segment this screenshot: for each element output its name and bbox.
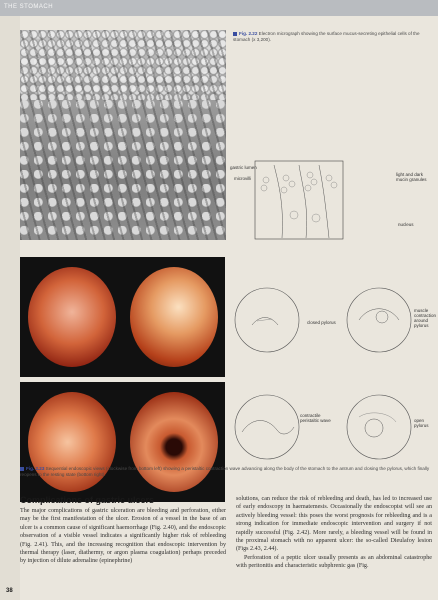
endoscopic-view-bottom-left: [20, 382, 123, 502]
diagram-open-pylorus: [344, 392, 414, 462]
paragraph-perforation: Perforation of a peptic ulcer usually presents as an abdominal catastrophe with peritonitis and characteristic subphrenic gas (Fig.: [236, 554, 432, 570]
body-column-left: [20, 507, 226, 566]
electron-micrograph-image: [20, 30, 226, 240]
label-mucin-granules: light and dark mucin granules: [396, 172, 427, 182]
micrograph-line-drawing: [254, 160, 344, 240]
endoscopic-view-top-left: [20, 257, 123, 377]
fig-2-22-caption-text: Electron micrograph showing the surface mucus-secreting epithelial cells of the stomach (x 3,200).: [233, 31, 420, 42]
fig-2-23-caption-text: Sequential endoscopic views (clockwise from bottom left) showing a peristaltic contraction wave advancing along the body of the stomach to the antrum and closing the pylorus, which finally reopens to the resting state (bottom right).: [20, 466, 430, 477]
body-column-right: [236, 495, 432, 571]
section-heading: Complications of gastric ulcers: [20, 495, 155, 505]
page-number: 38: [6, 588, 13, 594]
header-bar: [0, 0, 438, 16]
figure-marker-icon: [20, 467, 24, 471]
label-muscle-contraction: muscle contraction around pylorus: [414, 308, 437, 328]
fig-2-22-caption: [233, 31, 428, 43]
endoscopic-view-top-right: [122, 257, 225, 377]
label-contractile-wave: contractile peristaltic wave: [300, 413, 331, 423]
label-nucleus: nucleus: [398, 222, 414, 227]
running-head: THE STOMACH: [4, 4, 54, 10]
diagram-closed-pylorus: [232, 285, 302, 355]
fig-2-22-label: Fig. 2.22: [239, 31, 258, 36]
label-closed-pylorus: closed pylorus: [307, 320, 336, 325]
fig-2-23-caption: [20, 466, 432, 478]
endoscopic-view-bottom-right: [122, 382, 225, 502]
figure-marker-icon: [233, 32, 237, 36]
paragraph-endoscopy: solutions, can reduce the risk of rebleeding and death, has led to increased use of early endoscopy in haematemesis. Occasionally the endoscopist will see an actively bleeding vessel: this poses the worst prognosis for rebleeding and is a strong indication for immediate endoscopic intervention and surgery if not rapidly successful (Fig. 2.42). More rarely, a bleeding vessel will be found in the proximal stomach with no apparent ulcer: the so-called Dieulafoy lesion (Figs 2.43, 2.44).: [236, 496, 432, 553]
diagram-muscle-contraction: [344, 285, 414, 355]
label-microvilli: microvilli: [234, 176, 252, 181]
label-open-pylorus: open pylorus: [414, 418, 429, 428]
paragraph-complications: The major complications of gastric ulceration are bleeding and perforation, either may be the first manifestation of the ulcer. Erosion of a vessel in the base of an ulcer is a common cause of significant haemorrhage (Fig. 2.40), and the endoscopic observation of a visible vessel indicates a significantly higher risk of rebleeding (Fig. 2.41). This, and the increasing recognition that endoscopic intervention by thermal therapy (laser, diathermy, or argon plasma coagulation) perhaps preceded by injection of dilute adrenaline (epinephrine): [20, 508, 226, 565]
page-margin: [0, 16, 20, 600]
fig-2-23-label: Fig. 2.23: [26, 466, 45, 471]
label-gastric-lumen: gastric lumen: [230, 165, 257, 170]
diagram-contractile-wave: [232, 392, 302, 462]
micrograph-texture: [20, 30, 226, 240]
